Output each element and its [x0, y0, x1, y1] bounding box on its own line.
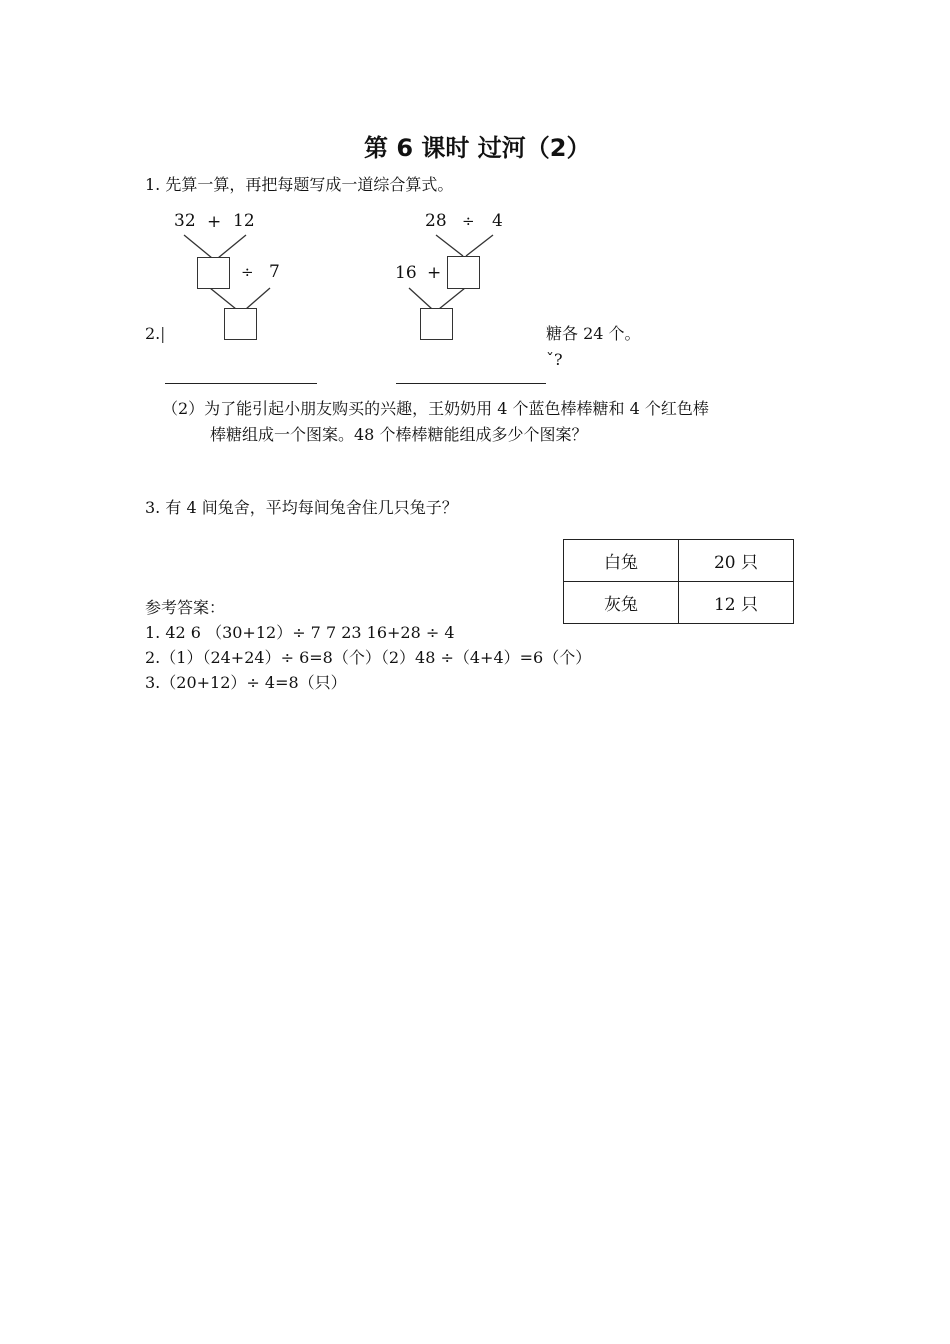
q1-right-answer-box-2[interactable]	[420, 308, 453, 340]
q1-left-op-2: ÷	[241, 263, 254, 281]
rabbit-kind-cell: 白兔	[564, 540, 679, 582]
rabbit-table	[563, 539, 794, 624]
q1-right-num-a: 28	[425, 211, 447, 231]
table-row	[564, 540, 794, 582]
q1-right-num-b: 4	[492, 211, 503, 231]
answer-line-1: 1. 42 6 （30+12）÷ 7 7 23 16+28 ÷ 4	[145, 623, 455, 642]
page-title: 第 6 课时 过河（2）	[364, 134, 591, 162]
answer-line-2: 2.（1）（24+24）÷ 6=8（个）（2）48 ÷（4+4）=6（个）	[145, 648, 592, 667]
q2-part2-line1: （2）为了能引起小朋友购买的兴趣，王奶奶用 4 个蓝色棒棒糖和 4 个红色棒	[162, 399, 709, 418]
q1-left-num-c: 7	[269, 262, 280, 282]
answer-line-3: 3.（20+12）÷ 4=8（只）	[145, 673, 347, 692]
q1-left-answer-line[interactable]	[165, 383, 317, 384]
table-row	[564, 582, 794, 624]
rabbit-kind-cell: 灰兔	[564, 582, 679, 624]
q2-covered-mark: |	[160, 324, 166, 343]
q1-left-num-b: 12	[233, 211, 255, 231]
q3-prompt: 3. 有 4 间兔舍，平均每间兔舍住几只兔子？	[145, 498, 458, 517]
q1-right-answer-box-1[interactable]	[447, 256, 480, 289]
rabbit-count-cell: 12 只	[679, 582, 794, 624]
q2-text-fragment: 糖各 24 个。	[546, 324, 641, 343]
q1-right-answer-line[interactable]	[396, 383, 546, 384]
q1-right-num-c: 16	[395, 263, 417, 283]
q1-left-op-1: +	[207, 212, 222, 232]
rabbit-count-cell: 20 只	[679, 540, 794, 582]
q1-prompt: 1. 先算一算，再把每题写成一道综合算式。	[145, 175, 454, 194]
q1-right-op-1: ÷	[462, 212, 475, 230]
q2-text-fragment-2: ˇ?	[546, 350, 563, 369]
answers-heading: 参考答案：	[145, 598, 226, 617]
q1-left-num-a: 32	[174, 211, 196, 231]
q1-right-op-2: +	[427, 263, 442, 283]
q1-right-connectors	[0, 0, 950, 400]
q2-part2-line2: 棒糖组成一个图案。48 个棒棒糖能组成多少个图案？	[210, 425, 588, 444]
q2-number: 2.	[145, 324, 161, 343]
